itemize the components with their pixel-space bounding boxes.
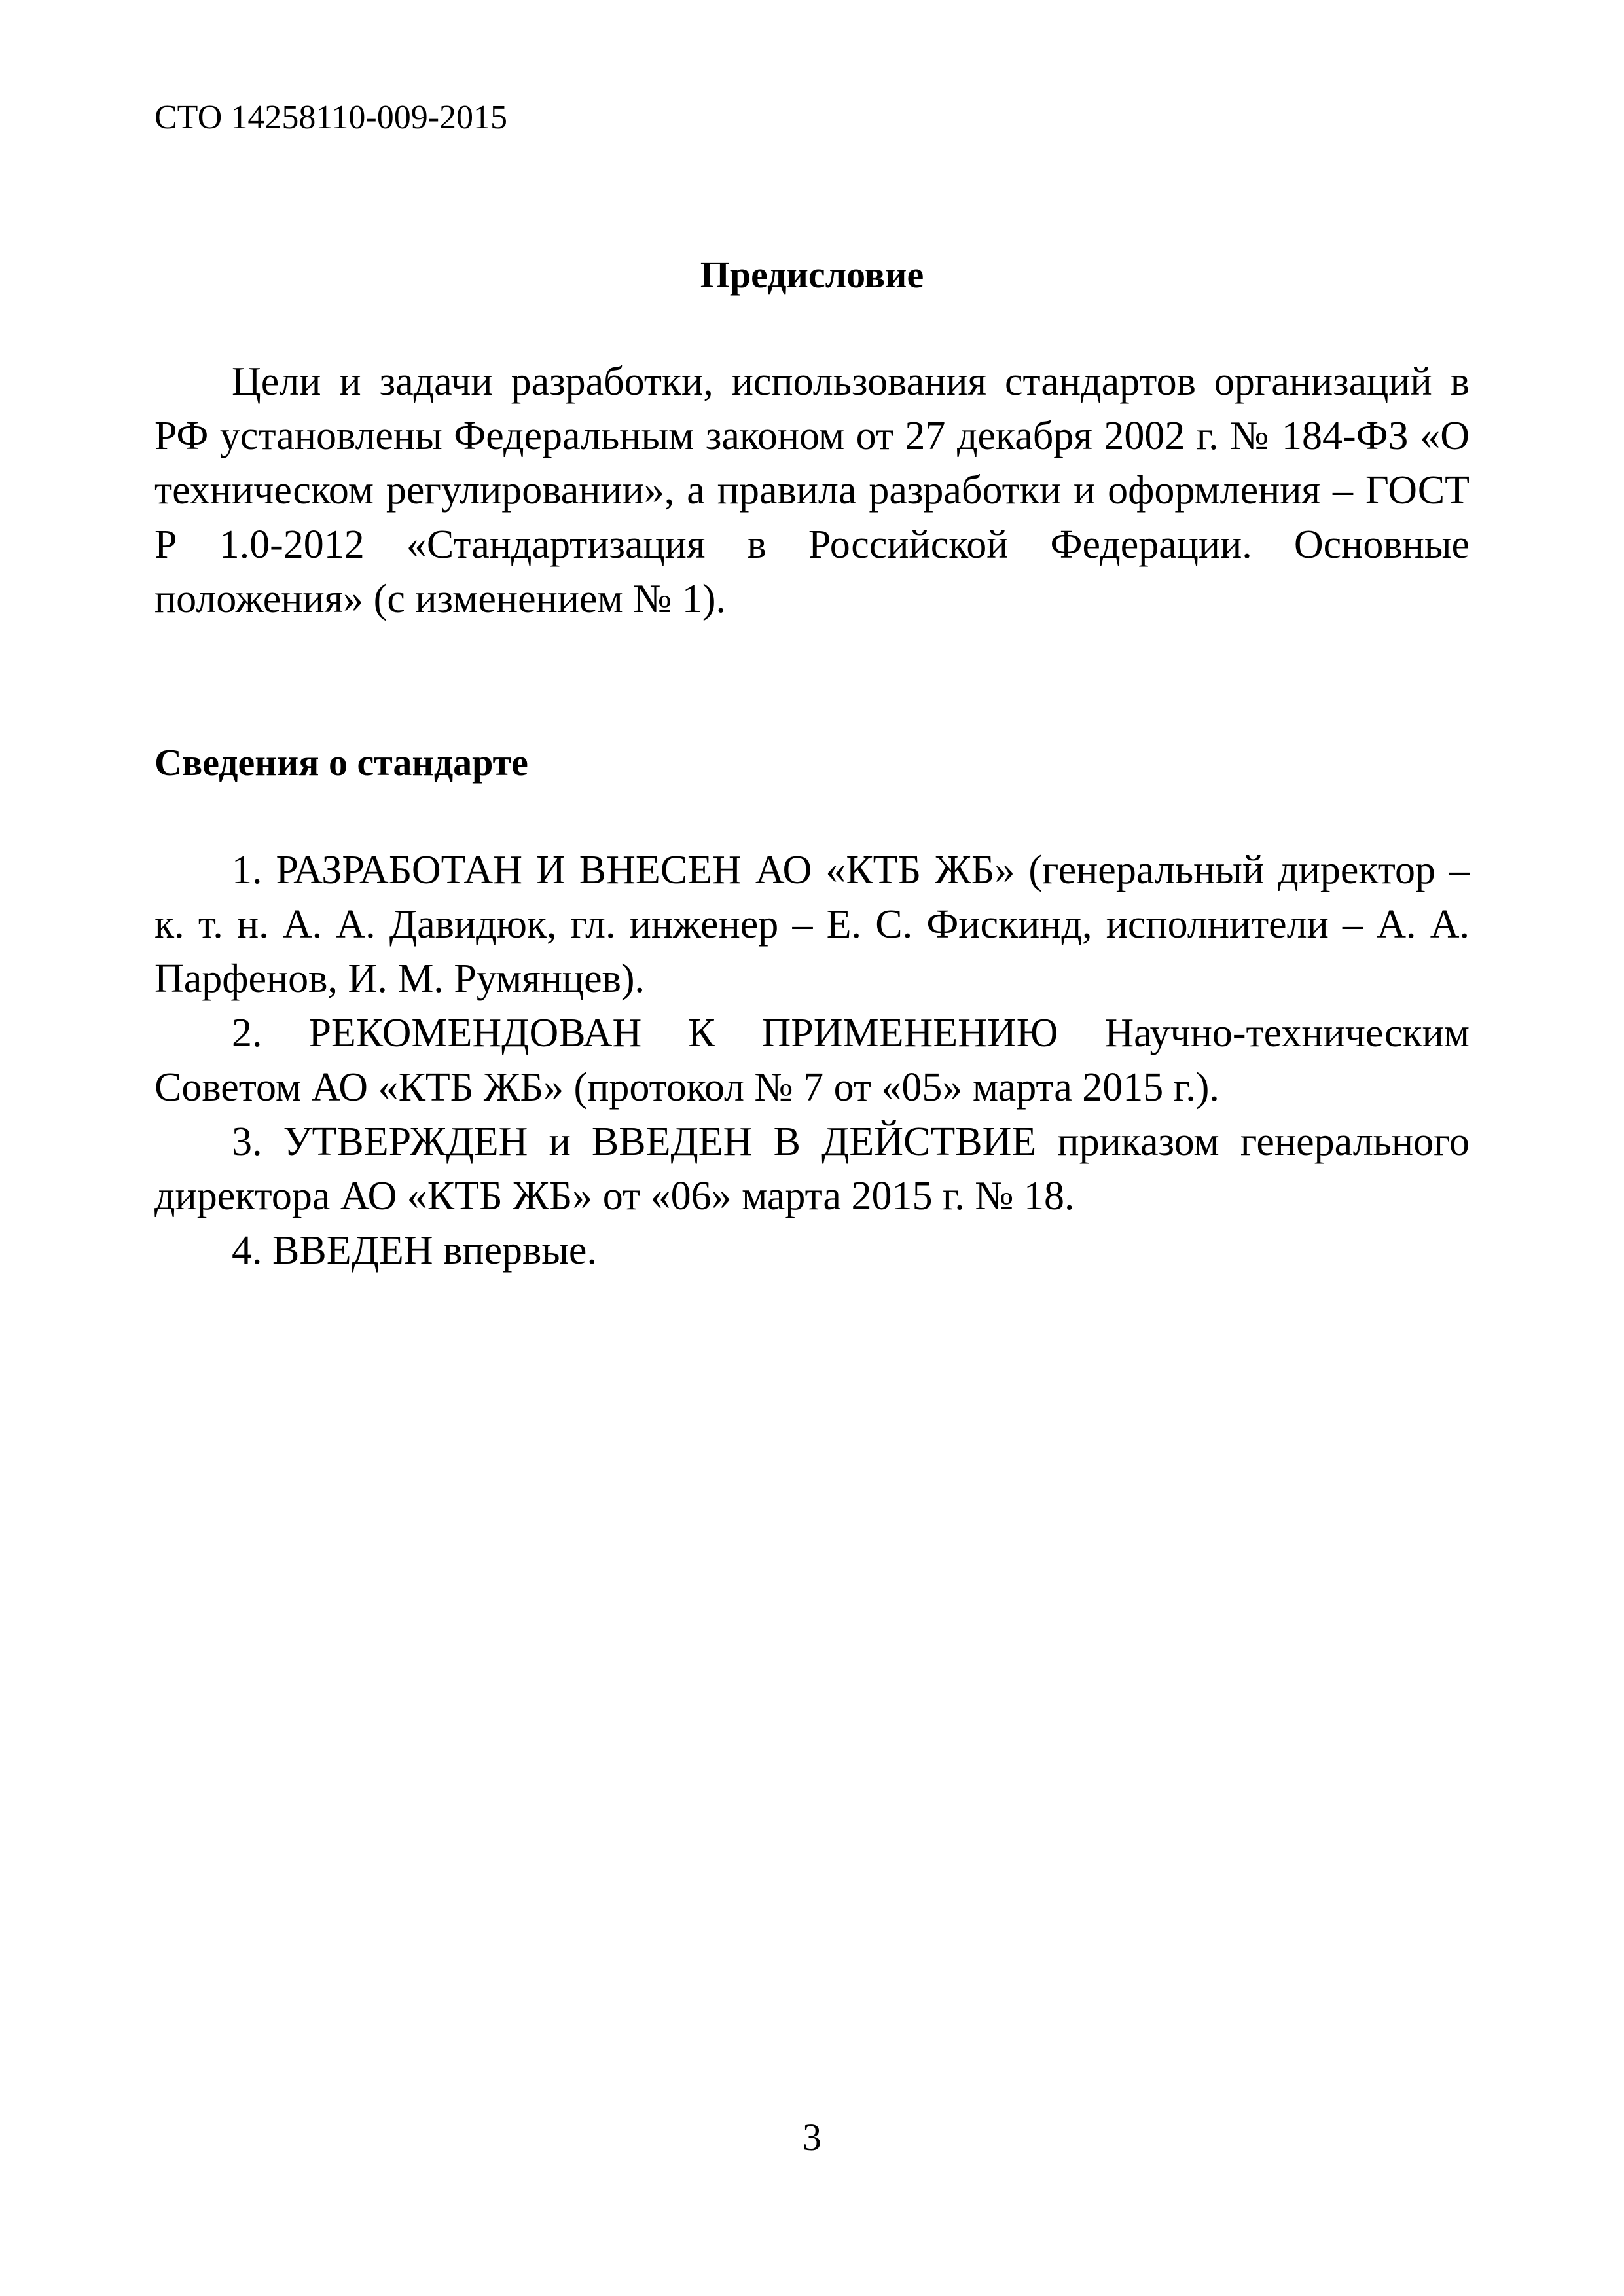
standard-info-list (154, 843, 1470, 1278)
page-number: 3 (803, 2116, 821, 2159)
foreword-text (154, 355, 1470, 627)
standard-info-item-2: 2. РЕКОМЕНДОВАН К ПРИМЕНЕНИЮ Научно-техническим Советом АО «КТБ ЖБ» (протокол № 7 от «05» марта 2015 г.). (154, 1011, 1470, 1110)
standard-info-item-1: 1. РАЗРАБОТАН И ВНЕСЕН АО «КТБ ЖБ» (генеральный директор – к. т. н. А. А. Давидюк, гл. инженер – Е. С. Фискинд, исполнители – А. А. Парфенов, И. М. Румянцев). (154, 848, 1470, 1001)
foreword-title: Предисловие (700, 253, 924, 296)
standard-info-item-4: 4. ВВЕДЕН впервые. (232, 1228, 597, 1273)
document-code: СТО 14258110-009-2015 (154, 99, 508, 136)
standard-info-heading: Сведения о стандарте (154, 741, 528, 784)
standard-info-item-3: 3. УТВЕРЖДЕН и ВВЕДЕН В ДЕЙСТВИЕ приказом генерального директора АО «КТБ ЖБ» от «06» марта 2015 г. № 18. (154, 1120, 1470, 1218)
foreword-paragraph: Цели и задачи разработки, использования стандартов организаций в РФ установлены Федеральным законом от 27 декабря 2002 г. № 184-ФЗ «О техническом регулировании», а правила разработки и оформления – ГОСТ Р 1.0-2012 «Стандартизация в Российской Федерации. Основные положения» (с изменением № 1). (154, 359, 1470, 621)
